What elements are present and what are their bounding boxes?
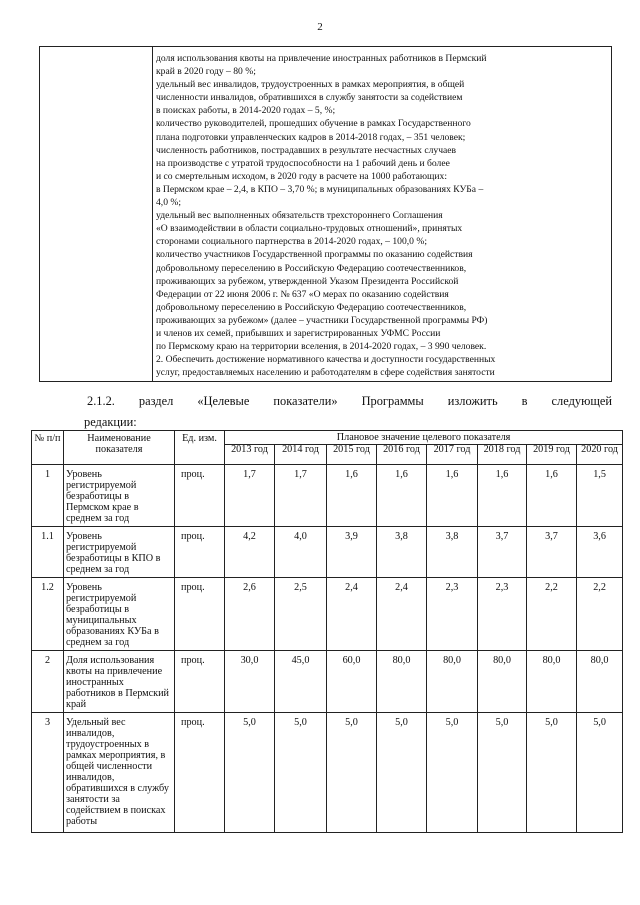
- indicator-value: 80,0: [377, 651, 427, 713]
- indicator-value: 1,7: [275, 465, 327, 527]
- continuation-line: проживающих за рубежом, утвержденной Указом Президента Российской: [156, 275, 459, 287]
- paragraph-line-1: 2.1.2. раздел «Целевые показатели» Программы изложить в следующей: [87, 394, 612, 408]
- header-year: 2015 год: [327, 445, 377, 465]
- indicator-value: 2,4: [327, 578, 377, 651]
- indicator-value: 5,0: [225, 713, 275, 833]
- indicator-value: 3,7: [527, 527, 577, 578]
- indicator-value: 3,8: [427, 527, 478, 578]
- header-year: 2020 год: [577, 445, 623, 465]
- indicator-value: 1,7: [225, 465, 275, 527]
- indicator-value: 60,0: [327, 651, 377, 713]
- indicator-value: 5,0: [527, 713, 577, 833]
- continuation-line: в Пермском крае – 2,4, в КПО – 3,70 %; в муниципальных образованиях КУБа –: [156, 183, 484, 195]
- indicator-value: 5,0: [427, 713, 478, 833]
- header-planned-value: Плановое значение целевого показателя: [225, 431, 623, 445]
- indicator-value: 5,0: [377, 713, 427, 833]
- continuation-line: в поисках работы, в 2014-2020 годах – 5, %;: [156, 105, 336, 117]
- section-paragraph: [84, 391, 612, 433]
- indicator-value: 2,4: [377, 578, 427, 651]
- continuation-line: «О взаимодействии в области социально-трудовых отношений», принятых: [156, 223, 463, 235]
- header-year: 2016 год: [377, 445, 427, 465]
- indicator-name: Доля использования квоты на привлечение иностранных работников в Пермский край: [64, 651, 175, 713]
- indicator-value: 45,0: [275, 651, 327, 713]
- continuation-line: доля использования квоты на привлечение иностранных работников в Пермский: [156, 53, 487, 64]
- header-year: 2013 год: [225, 445, 275, 465]
- continuation-line: удельный вес инвалидов, трудоустроенных в рамках мероприятия, в общей: [156, 79, 465, 91]
- indicator-value: 3,9: [327, 527, 377, 578]
- indicator-value: 2,3: [478, 578, 527, 651]
- indicator-name: Уровень регистрируемой безработицы в КПО в среднем за год: [64, 527, 175, 578]
- continuation-line: на производстве с утратой трудоспособности на 1 рабочий день и более: [156, 157, 450, 169]
- continuation-line: добровольному переселению в Российскую Федерацию соотечественников,: [156, 262, 467, 274]
- row-number: 1.1: [32, 527, 64, 578]
- table-row: [32, 578, 623, 651]
- continuation-line: удельный вес выполненных обязательств трехстороннего Соглашения: [156, 210, 443, 222]
- indicators-table: [31, 430, 623, 833]
- continuation-line: сторонами социального партнерства в 2014-2020 годах, – 100,0 %;: [156, 236, 427, 248]
- indicator-value: 3,7: [478, 527, 527, 578]
- indicator-value: 5,0: [327, 713, 377, 833]
- header-year: 2019 год: [527, 445, 577, 465]
- indicator-value: 3,6: [577, 527, 623, 578]
- indicator-value: 4,2: [225, 527, 275, 578]
- continuation-line: и членов их семей, прибывших и зарегистрированных УФМС России: [156, 327, 441, 339]
- indicator-unit: проц.: [175, 713, 225, 833]
- indicator-value: 80,0: [478, 651, 527, 713]
- indicator-unit: проц.: [175, 651, 225, 713]
- page-number: 2: [317, 21, 323, 33]
- header-unit: Ед. изм.: [175, 431, 225, 465]
- table-row: [32, 465, 623, 527]
- continuation-line: численность работников, пострадавших в результате несчастных случаев: [156, 144, 457, 156]
- row-number: 3: [32, 713, 64, 833]
- continuation-line: 4,0 %;: [156, 197, 182, 209]
- indicator-name: Уровень регистрируемой безработицы в муниципальных образованиях КУБа в среднем за год: [64, 578, 175, 651]
- indicator-value: 4,0: [275, 527, 327, 578]
- header-num: № п/п: [32, 431, 64, 465]
- continuation-line: добровольному переселению в Российскую Федерацию соотечественников,: [156, 301, 467, 313]
- continuation-line: Федерации от 22 июня 2006 г. № 637 «О мерах по оказанию содействия: [156, 288, 449, 300]
- header-year: 2017 год: [427, 445, 478, 465]
- indicator-value: 80,0: [577, 651, 623, 713]
- indicator-value: 30,0: [225, 651, 275, 713]
- row-number: 1: [32, 465, 64, 527]
- continuation-line: край в 2020 году – 80 %;: [156, 66, 256, 78]
- indicators-table-body: [32, 465, 623, 833]
- continuation-line: численности инвалидов, обратившихся в службу занятости за содействием: [156, 92, 463, 104]
- indicator-value: 1,6: [427, 465, 478, 527]
- indicator-value: 80,0: [527, 651, 577, 713]
- indicator-value: 2,2: [577, 578, 623, 651]
- indicator-unit: проц.: [175, 578, 225, 651]
- indicator-value: 5,0: [577, 713, 623, 833]
- indicator-value: 1,6: [327, 465, 377, 527]
- indicator-value: 2,3: [427, 578, 478, 651]
- indicator-value: 1,6: [527, 465, 577, 527]
- indicator-value: 1,6: [478, 465, 527, 527]
- indicator-unit: проц.: [175, 465, 225, 527]
- indicator-value: 2,2: [527, 578, 577, 651]
- row-number: 2: [32, 651, 64, 713]
- indicator-name: Удельный вес инвалидов, трудоустроенных в рамках мероприятия, в общей численности инвалидов, обратившихся в службу занятости за содействием в поисках работы: [64, 713, 175, 833]
- indicator-value: 2,6: [225, 578, 275, 651]
- paragraph-line-2: редакции:: [84, 415, 137, 429]
- header-year: 2014 год: [275, 445, 327, 465]
- continuation-line: плана подготовки управленческих кадров в 2014-2018 годах, – 351 человек;: [156, 131, 466, 143]
- continuation-line: по Пермскому краю на территории вселения, в 2014-2020 годах, – 3 990 человек.: [156, 341, 487, 353]
- indicator-value: 5,0: [478, 713, 527, 833]
- indicator-value: 1,6: [377, 465, 427, 527]
- continuation-line: 2. Обеспечить достижение нормативного качества и доступности государственных: [156, 354, 496, 366]
- continuation-line: и со смертельным исходом, в 2020 году в расчете на 1000 работающих:: [156, 170, 447, 182]
- continuation-line: количество руководителей, прошедших обучение в рамках Государственного: [156, 118, 471, 130]
- table-row: [32, 713, 623, 833]
- continuation-table: [39, 46, 612, 382]
- continuation-text-cell: [153, 47, 612, 382]
- header-name: Наименование показателя: [64, 431, 175, 465]
- indicator-value: 1,5: [577, 465, 623, 527]
- continuation-blank-cell: [40, 47, 153, 382]
- indicator-unit: проц.: [175, 527, 225, 578]
- continuation-lines: [153, 47, 611, 381]
- row-number: 1.2: [32, 578, 64, 651]
- indicator-value: 80,0: [427, 651, 478, 713]
- indicator-value: 2,5: [275, 578, 327, 651]
- indicator-name: Уровень регистрируемой безработицы в Пермском крае в среднем за год: [64, 465, 175, 527]
- table-row: [32, 527, 623, 578]
- continuation-line: количество участников Государственной программы по оказанию содействия: [156, 249, 473, 261]
- indicator-value: 3,8: [377, 527, 427, 578]
- indicator-value: 5,0: [275, 713, 327, 833]
- continuation-line: проживающих за рубежом» (далее – участники Государственной программы РФ): [156, 314, 488, 326]
- header-year: 2018 год: [478, 445, 527, 465]
- table-row: [32, 651, 623, 713]
- continuation-line: услуг, предоставляемых населению и работодателям в сфере содействия занятости: [156, 367, 495, 379]
